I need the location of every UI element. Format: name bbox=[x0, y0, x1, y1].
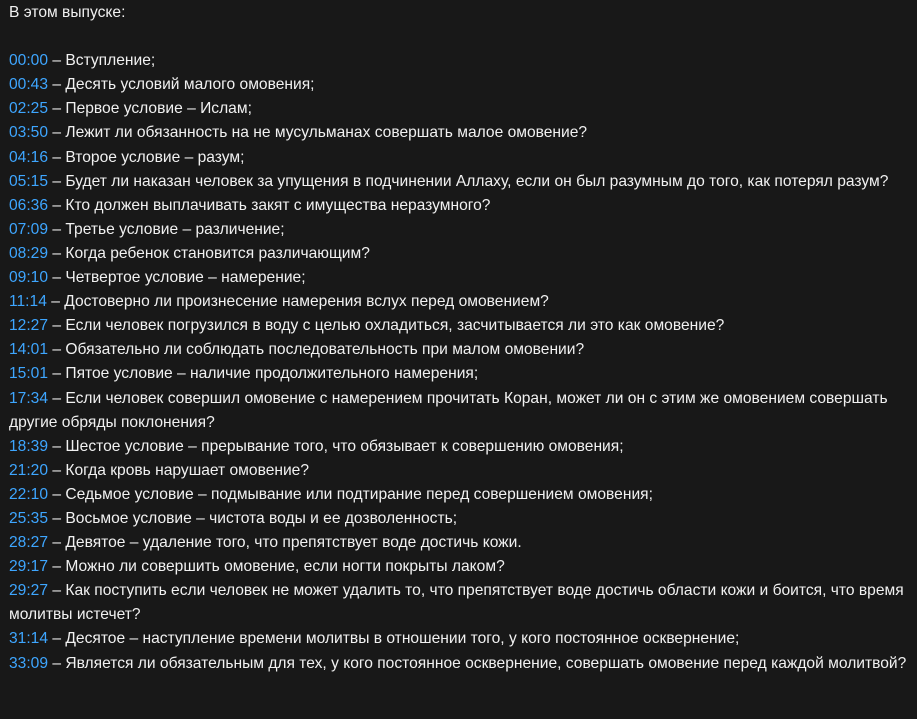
timestamp-link[interactable]: 14:01 bbox=[9, 341, 49, 359]
timestamp-link[interactable]: 22:10 bbox=[9, 485, 49, 503]
chapter-item bbox=[9, 121, 909, 145]
timestamp-link[interactable]: 21:20 bbox=[9, 461, 49, 479]
chapter-title: – Второе условие – разум; bbox=[48, 148, 245, 166]
chapter-item bbox=[9, 194, 909, 218]
chapter-item bbox=[9, 314, 909, 338]
chapter-title: – Достоверно ли произнесение намерения вслух перед омовением? bbox=[46, 293, 549, 311]
blank-line bbox=[9, 25, 909, 49]
timestamp-link[interactable]: 12:27 bbox=[9, 317, 49, 335]
chapter-item bbox=[9, 170, 909, 194]
chapter-item bbox=[9, 146, 909, 170]
chapter-title: – Кто должен выплачивать закят с имущества неразумного? bbox=[48, 196, 491, 214]
chapter-title: – Когда ребенок становится различающим? bbox=[48, 244, 370, 262]
timestamp-link[interactable]: 08:29 bbox=[9, 244, 49, 262]
timestamp-link[interactable]: 33:09 bbox=[9, 654, 49, 672]
timestamp-link[interactable]: 03:50 bbox=[9, 124, 49, 142]
chapter-title: – Четвертое условие – намерение; bbox=[48, 269, 306, 287]
chapter-item bbox=[9, 507, 909, 531]
timestamp-link[interactable]: 18:39 bbox=[9, 437, 49, 455]
chapter-item bbox=[9, 218, 909, 242]
description-intro: В этом выпуске: bbox=[9, 4, 126, 21]
chapter-title: – Восьмое условие – чистота воды и ее дозволенность; bbox=[48, 509, 458, 527]
timestamp-link[interactable]: 28:27 bbox=[9, 534, 49, 552]
chapter-item bbox=[9, 387, 909, 435]
chapter-item bbox=[9, 555, 909, 579]
chapter-title: – Обязательно ли соблюдать последовательность при малом омовении? bbox=[48, 341, 585, 359]
timestamp-link[interactable]: 05:15 bbox=[9, 172, 49, 190]
chapter-title: – Лежит ли обязанность на не мусульманах совершать малое омовение? bbox=[48, 124, 588, 142]
chapter-title: – Является ли обязательным для тех, у кого постоянное осквернение, совершать омовение перед каждой молитвой? bbox=[48, 654, 907, 672]
chapter-item bbox=[9, 97, 909, 121]
chapter-item bbox=[9, 290, 909, 314]
timestamp-link[interactable]: 29:17 bbox=[9, 558, 49, 576]
chapter-title: – Девятое – удаление того, что препятствует воде достичь кожи. bbox=[48, 534, 522, 552]
chapter-title: – Можно ли совершить омовение, если ногти покрыты лаком? bbox=[48, 558, 505, 576]
chapter-item bbox=[9, 531, 909, 555]
chapter-title: – Десятое – наступление времени молитвы в отношении того, у кого постоянное осквернение; bbox=[48, 630, 740, 648]
chapter-title: – Седьмое условие – подмывание или подтирание перед совершением омовения; bbox=[48, 485, 653, 503]
timestamp-link[interactable]: 29:27 bbox=[9, 582, 49, 600]
chapter-item bbox=[9, 459, 909, 483]
chapter-title: – Если человек погрузился в воду с целью охладиться, засчитывается ли это как омовение? bbox=[48, 317, 725, 335]
timestamp-link[interactable]: 11:14 bbox=[9, 293, 47, 311]
chapter-title: – Шестое условие – прерывание того, что обязывает к совершению омовения; bbox=[48, 437, 624, 455]
chapter-item bbox=[9, 435, 909, 459]
chapter-title: – Пятое условие – наличие продолжительного намерения; bbox=[48, 365, 479, 383]
timestamp-link[interactable]: 25:35 bbox=[9, 509, 49, 527]
timestamp-link[interactable]: 02:25 bbox=[9, 100, 49, 118]
timestamp-link[interactable]: 15:01 bbox=[9, 365, 49, 383]
chapter-item bbox=[9, 362, 909, 386]
chapter-item bbox=[9, 483, 909, 507]
chapter-item bbox=[9, 242, 909, 266]
timestamp-link[interactable]: 31:14 bbox=[9, 630, 49, 648]
timestamp-link[interactable]: 07:09 bbox=[9, 220, 49, 238]
timestamp-link[interactable]: 09:10 bbox=[9, 269, 49, 287]
chapter-item bbox=[9, 579, 909, 627]
timestamp-link[interactable]: 17:34 bbox=[9, 389, 49, 407]
chapter-list bbox=[9, 49, 909, 675]
chapter-title: – Как поступить если человек не может удалить то, что препятствует воде достичь области кожи и боится, что время молитвы истечет? bbox=[9, 582, 904, 624]
chapter-title: – Первое условие – Ислам; bbox=[48, 100, 252, 118]
timestamp-link[interactable]: 00:43 bbox=[9, 76, 49, 94]
chapter-title: – Десять условий малого омовения; bbox=[48, 76, 315, 94]
chapter-title: – Третье условие – различение; bbox=[48, 220, 285, 238]
timestamp-link[interactable]: 04:16 bbox=[9, 148, 49, 166]
chapter-item bbox=[9, 49, 909, 73]
chapter-title: – Когда кровь нарушает омовение? bbox=[48, 461, 310, 479]
chapter-item bbox=[9, 266, 909, 290]
chapter-title: – Вступление; bbox=[48, 52, 156, 70]
chapter-title: – Будет ли наказан человек за упущения в подчинении Аллаху, если он был разумным до того, как потерял разум? bbox=[48, 172, 889, 190]
chapter-item bbox=[9, 627, 909, 651]
chapter-item bbox=[9, 338, 909, 362]
chapter-title: – Если человек совершил омовение с намерением прочитать Коран, может ли он с этим же омовением совершать другие обряды поклонения? bbox=[9, 389, 888, 431]
chapter-item bbox=[9, 652, 909, 676]
timestamp-link[interactable]: 00:00 bbox=[9, 52, 49, 70]
chapter-item bbox=[9, 73, 909, 97]
timestamp-link[interactable]: 06:36 bbox=[9, 196, 49, 214]
